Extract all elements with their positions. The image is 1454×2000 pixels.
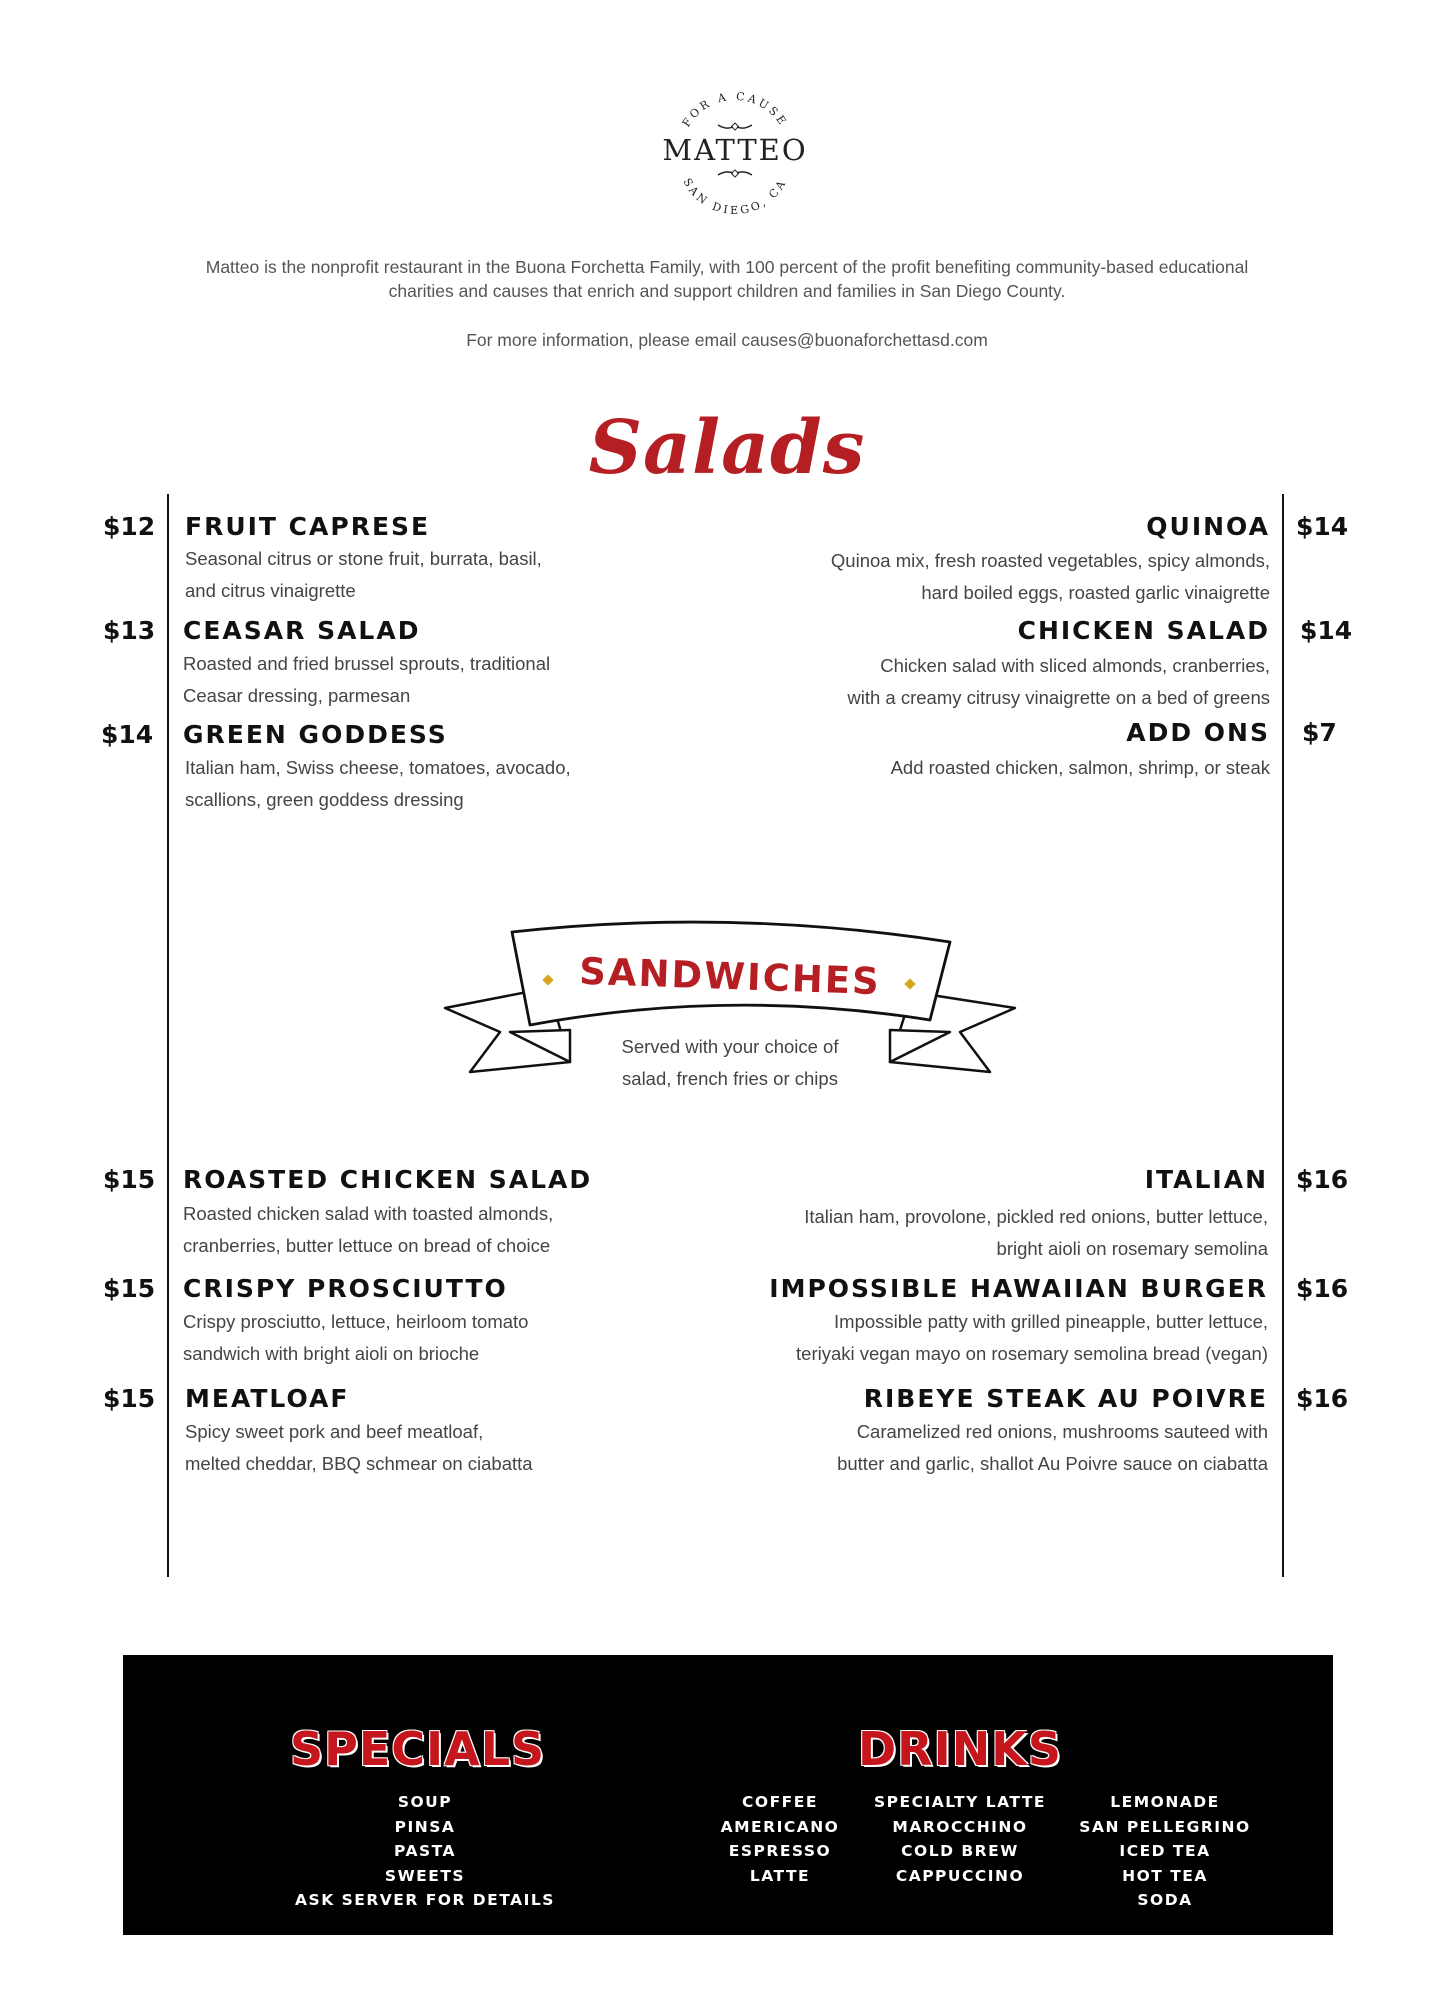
item-impossible-hawaiian-burger: IMPOSSIBLE HAWAIIAN BURGER <box>769 1274 1268 1303</box>
desc-green-goddess-1: Italian ham, Swiss cheese, tomatoes, avocado, <box>185 757 571 778</box>
drinks-item: ICED TEA <box>1119 1842 1211 1860</box>
item-roasted-chicken-salad: ROASTED CHICKEN SALAD <box>183 1165 593 1194</box>
desc-quinoa-2: hard boiled eggs, roasted garlic vinaigrette <box>921 582 1270 603</box>
desc-italian-2: bright aioli on rosemary semolina <box>996 1238 1268 1259</box>
price-italian: $16 <box>1296 1165 1349 1194</box>
salads-heading: Salads <box>588 405 866 491</box>
price-crispy-prosciutto: $15 <box>103 1274 156 1303</box>
drinks-item: COFFEE <box>742 1793 818 1811</box>
drinks-item: SODA <box>1137 1891 1193 1909</box>
specials-heading: SPECIALS <box>290 1722 546 1776</box>
desc-roasted-chicken-salad-1: Roasted chicken salad with toasted almonds, <box>183 1203 554 1224</box>
item-ribeye-steak-au-poivre: RIBEYE STEAK AU POIVRE <box>863 1384 1268 1413</box>
item-crispy-prosciutto: CRISPY PROSCIUTTO <box>183 1274 508 1303</box>
item-fruit-caprese: FRUIT CAPRESE <box>185 512 431 541</box>
drinks-column-2 <box>850 1790 1070 1888</box>
specials-item: SWEETS <box>384 1866 466 1885</box>
desc-ribeye-steak-au-poivre-1: Caramelized red onions, mushrooms sauteed with <box>856 1421 1268 1442</box>
drinks-column-3 <box>1060 1790 1270 1913</box>
restaurant-logo <box>660 75 810 225</box>
logo-name: MATTEO <box>662 133 808 167</box>
desc-add-ons-1: Add roasted chicken, salmon, shrimp, or steak <box>890 757 1270 778</box>
item-meatloaf: MEATLOAF <box>185 1384 350 1413</box>
price-meatloaf: $15 <box>103 1384 156 1413</box>
intro-line-1: Matteo is the nonprofit restaurant in the Buona Forchetta Family, with 100 percent of the profit benefiting community-based educational <box>205 257 1249 277</box>
right-divider <box>1282 494 1284 1577</box>
specials-item: SOUP <box>397 1793 453 1811</box>
desc-impossible-hawaiian-burger-2: teriyaki vegan mayo on rosemary semolina bread (vegan) <box>796 1343 1268 1364</box>
specials-list <box>275 1790 575 1913</box>
drinks-item: COLD BREW <box>901 1842 1019 1860</box>
desc-roasted-chicken-salad-2: cranberries, butter lettuce on bread of choice <box>183 1235 551 1256</box>
desc-ribeye-steak-au-poivre-2: butter and garlic, shallot Au Poivre sauce on ciabatta <box>837 1453 1268 1474</box>
item-italian: ITALIAN <box>1144 1165 1268 1194</box>
desc-chicken-salad-1: Chicken salad with sliced almonds, cranberries, <box>880 655 1270 676</box>
item-add-ons: ADD ONS <box>1126 718 1270 747</box>
item-ceasar-salad: CEASAR SALAD <box>183 616 421 645</box>
price-ceasar-salad: $13 <box>103 616 156 645</box>
price-add-ons: $7 <box>1302 718 1337 747</box>
desc-ceasar-salad-2: Ceasar dressing, parmesan <box>183 685 411 706</box>
drinks-item: LATTE <box>749 1866 811 1885</box>
drinks-column-1 <box>690 1790 870 1888</box>
specials-item: ASK SERVER FOR DETAILS <box>295 1891 555 1909</box>
desc-italian-1: Italian ham, provolone, pickled red onions, butter lettuce, <box>804 1206 1268 1227</box>
contact-line: For more information, please email causes@buonaforchettasd.com <box>466 330 988 350</box>
price-roasted-chicken-salad: $15 <box>103 1165 156 1194</box>
price-green-goddess: $14 <box>101 720 154 749</box>
drinks-item: LEMONADE <box>1110 1793 1220 1811</box>
drinks-item: MAROCCHINO <box>892 1817 1028 1836</box>
item-green-goddess: GREEN GODDESS <box>183 720 448 749</box>
desc-fruit-caprese-2: and citrus vinaigrette <box>185 580 356 601</box>
price-fruit-caprese: $12 <box>103 512 156 541</box>
sandwiches-served-1: Served with your choice of <box>621 1036 839 1057</box>
desc-chicken-salad-2: with a creamy citrusy vinaigrette on a bed of greens <box>847 687 1270 708</box>
desc-impossible-hawaiian-burger-1: Impossible patty with grilled pineapple, butter lettuce, <box>834 1311 1268 1332</box>
sandwiches-served-2: salad, french fries or chips <box>622 1068 838 1089</box>
intro-line-2: charities and causes that enrich and support children and families in San Diego County. <box>388 281 1066 301</box>
specials-item: PINSA <box>394 1817 456 1836</box>
drinks-heading: DRINKS <box>858 1722 1062 1776</box>
logo-arc-bottom: SAN DIEGO, CA <box>680 176 790 218</box>
drinks-item: SPECIALTY LATTE <box>873 1793 1046 1811</box>
drinks-item: ESPRESSO <box>728 1842 832 1860</box>
svg-text:SAN DIEGO, CA <box>680 176 789 217</box>
left-divider <box>167 494 169 1577</box>
drinks-item: HOT TEA <box>1122 1866 1208 1885</box>
specials-item: PASTA <box>394 1842 456 1860</box>
logo-arc-top: FOR A CAUSE <box>679 89 791 130</box>
desc-ceasar-salad-1: Roasted and fried brussel sprouts, traditional <box>183 653 551 674</box>
price-ribeye-steak-au-poivre: $16 <box>1296 1384 1349 1413</box>
desc-meatloaf-2: melted cheddar, BBQ schmear on ciabatta <box>185 1453 533 1474</box>
price-chicken-salad: $14 <box>1300 616 1353 645</box>
item-chicken-salad: CHICKEN SALAD <box>1017 616 1270 645</box>
sandwiches-heading: SANDWICHES <box>578 949 882 1004</box>
desc-crispy-prosciutto-2: sandwich with bright aioli on brioche <box>183 1343 480 1364</box>
price-impossible-hawaiian-burger: $16 <box>1296 1274 1349 1303</box>
price-quinoa: $14 <box>1296 512 1349 541</box>
desc-green-goddess-2: scallions, green goddess dressing <box>185 789 464 810</box>
desc-quinoa-1: Quinoa mix, fresh roasted vegetables, spicy almonds, <box>830 550 1270 571</box>
drinks-item: CAPPUCCINO <box>895 1866 1025 1885</box>
drinks-item: SAN PELLEGRINO <box>1079 1817 1251 1836</box>
desc-meatloaf-1: Spicy sweet pork and beef meatloaf, <box>185 1421 484 1442</box>
item-quinoa: QUINOA <box>1146 512 1270 541</box>
drinks-item: AMERICANO <box>720 1817 840 1836</box>
desc-fruit-caprese-1: Seasonal citrus or stone fruit, burrata, basil, <box>185 548 542 569</box>
desc-crispy-prosciutto-1: Crispy prosciutto, lettuce, heirloom tomato <box>183 1311 529 1332</box>
